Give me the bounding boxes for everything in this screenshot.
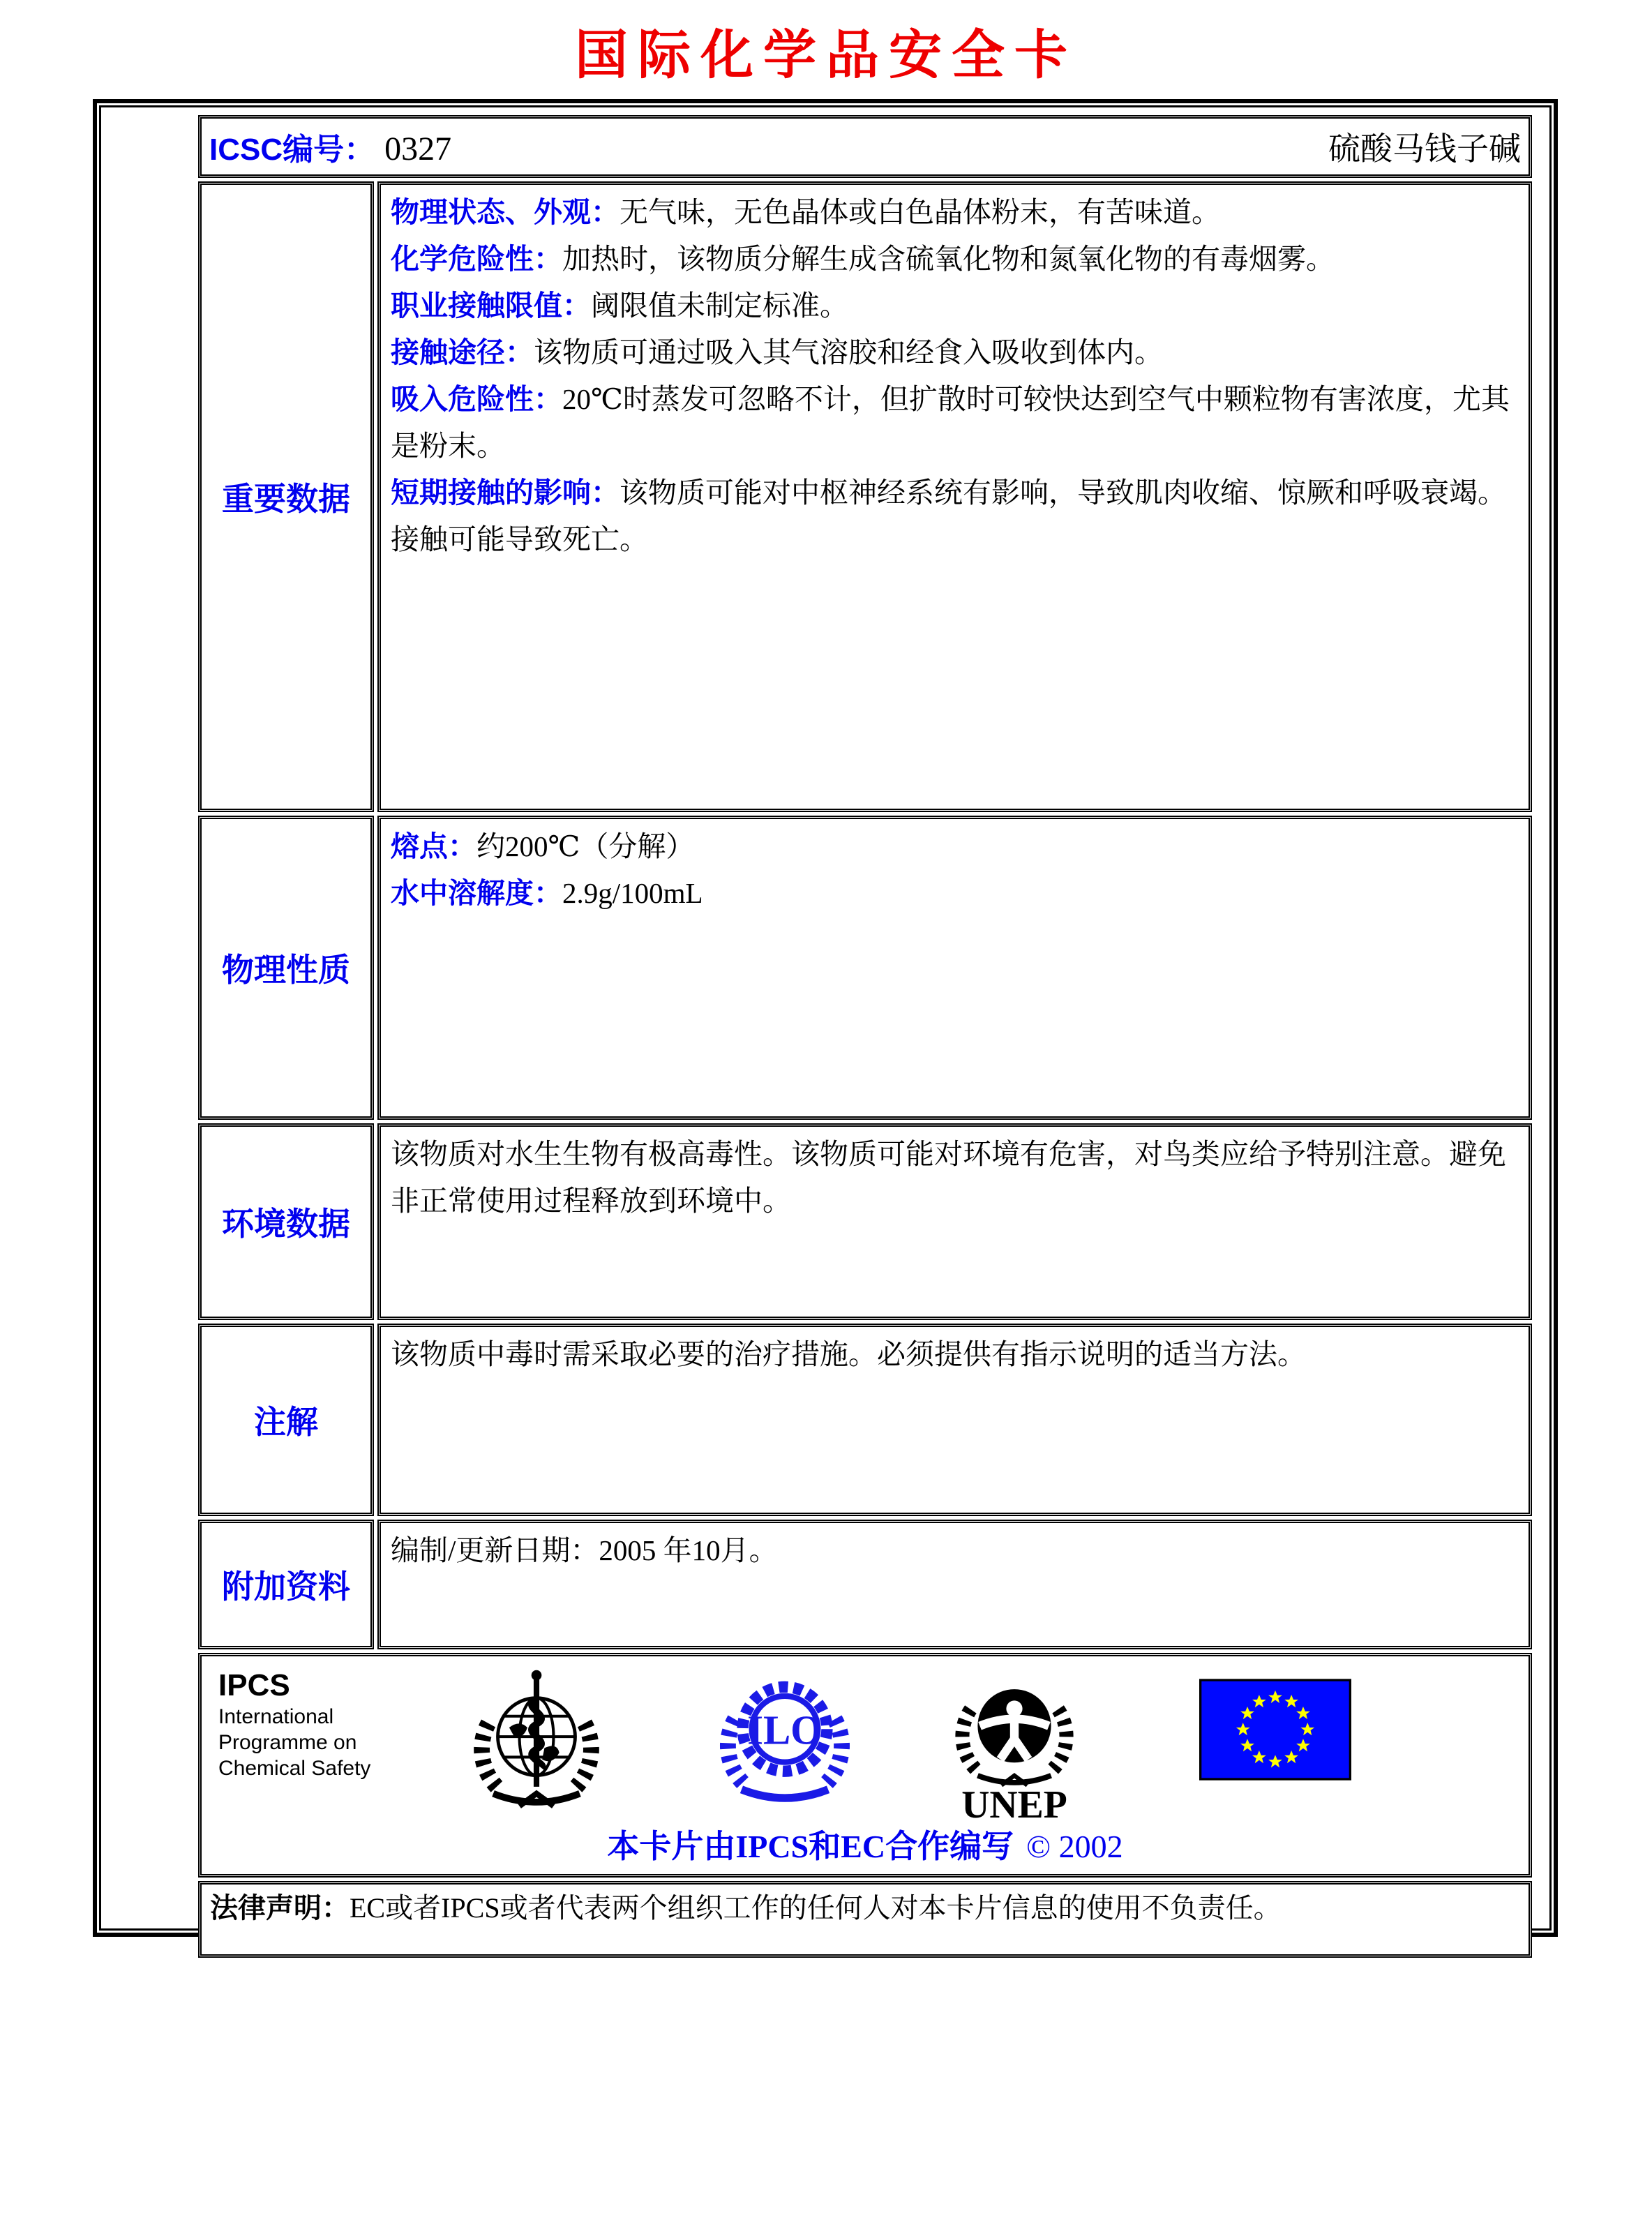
header-row bbox=[198, 115, 1532, 178]
eu-flag-icon bbox=[1199, 1679, 1351, 1781]
item-text: 加热时，该物质分解生成含硫氧化物和氮氧化物的有毒烟雾。 bbox=[562, 243, 1335, 275]
important-item bbox=[391, 236, 1519, 283]
icsc-number-group bbox=[209, 124, 451, 169]
legal-notice-label: 法律声明： bbox=[210, 1893, 350, 1924]
caption-text: 本卡片由IPCS和EC合作编写 bbox=[607, 1829, 1014, 1864]
section-content-important-data bbox=[377, 181, 1532, 812]
item-text: 2.9g/100mL bbox=[562, 877, 703, 909]
item-label: 吸入危险性： bbox=[391, 383, 562, 415]
legal-notice-row bbox=[198, 1881, 1532, 1958]
section-label-notes: 注解 bbox=[198, 1324, 374, 1516]
section-label-physical-properties: 物理性质 bbox=[198, 816, 374, 1120]
ipcs-line: Chemical Safety bbox=[218, 1757, 371, 1780]
item-text: 约200℃（分解） bbox=[476, 830, 695, 862]
item-label: 短期接触的影响： bbox=[391, 477, 620, 509]
chemical-name: 硫酸马钱子碱 bbox=[1328, 131, 1521, 167]
item-text: 无气味，无色晶体或白色晶体粉末，有苦味道。 bbox=[620, 196, 1220, 228]
icsc-number-label: ICSC编号： bbox=[209, 133, 375, 167]
attribution-row bbox=[198, 1653, 1532, 1878]
physical-item bbox=[391, 823, 1519, 870]
section-content-notes: 该物质中毒时需采取必要的治疗措施。必须提供有指示说明的适当方法。 bbox=[377, 1324, 1532, 1516]
item-label: 熔点： bbox=[391, 830, 476, 862]
important-item bbox=[391, 189, 1519, 236]
item-label: 水中溶解度： bbox=[391, 877, 562, 909]
logo-row bbox=[209, 1663, 1522, 1825]
ipcs-title: IPCS bbox=[218, 1668, 290, 1702]
item-text: 该物质可能对中枢神经系统有影响，导致肌肉收缩、惊厥和呼吸衰竭。接触可能导致死亡。 bbox=[391, 477, 1506, 555]
ipcs-line: International bbox=[218, 1705, 334, 1728]
item-label: 接触途径： bbox=[391, 336, 534, 368]
ipcs-line: Programme on bbox=[218, 1731, 357, 1754]
attribution-caption bbox=[209, 1821, 1522, 1867]
section-label-important-data: 重要数据 bbox=[198, 181, 374, 812]
icsc-number-value: 0327 bbox=[384, 130, 452, 167]
section-content-additional-information: 编制/更新日期：2005 年10月。 bbox=[377, 1520, 1532, 1649]
important-item bbox=[391, 329, 1519, 376]
page-title: 国际化学品安全卡 bbox=[575, 26, 1077, 85]
ilo-logo-icon bbox=[716, 1666, 853, 1809]
item-text: 20℃时蒸发可忽略不计，但扩散时可较快达到空气中颗粒物有害浓度，尤其是粉末。 bbox=[391, 383, 1510, 462]
item-label: 化学危险性： bbox=[391, 243, 562, 275]
unep-letters: UNEP bbox=[961, 1783, 1067, 1825]
item-text: 阈限值未制定标准。 bbox=[591, 290, 848, 322]
physical-item bbox=[391, 870, 1519, 917]
section-content-physical-properties bbox=[377, 816, 1532, 1120]
icsc-card-frame bbox=[93, 99, 1558, 1937]
important-item bbox=[391, 283, 1519, 329]
section-label-additional-information: 附加资料 bbox=[198, 1520, 374, 1649]
legal-notice-text: EC或者IPCS或者代表两个组织工作的任何人对本卡片信息的使用不负责任。 bbox=[350, 1892, 1282, 1924]
section-label-environmental-data: 环境数据 bbox=[198, 1123, 374, 1320]
important-item bbox=[391, 470, 1519, 563]
important-item bbox=[391, 376, 1519, 470]
unep-logo-icon bbox=[949, 1663, 1079, 1825]
item-label: 职业接触限值： bbox=[391, 290, 591, 322]
item-label: 物理状态、外观： bbox=[391, 196, 620, 228]
icsc-table bbox=[195, 112, 1535, 1961]
who-logo-icon bbox=[468, 1666, 605, 1814]
copyright-text: © 2002 bbox=[1026, 1829, 1123, 1864]
ilo-letters: ILO bbox=[747, 1707, 823, 1753]
item-text: 该物质可通过吸入其气溶胶和经食入吸收到体内。 bbox=[534, 336, 1163, 368]
section-content-environmental-data: 该物质对水生生物有极高毒性。该物质可能对环境有危害，对鸟类应给予特别注意。避免非正常使用过程释放到环境中。 bbox=[377, 1123, 1532, 1320]
ipcs-text-block bbox=[218, 1668, 370, 1781]
